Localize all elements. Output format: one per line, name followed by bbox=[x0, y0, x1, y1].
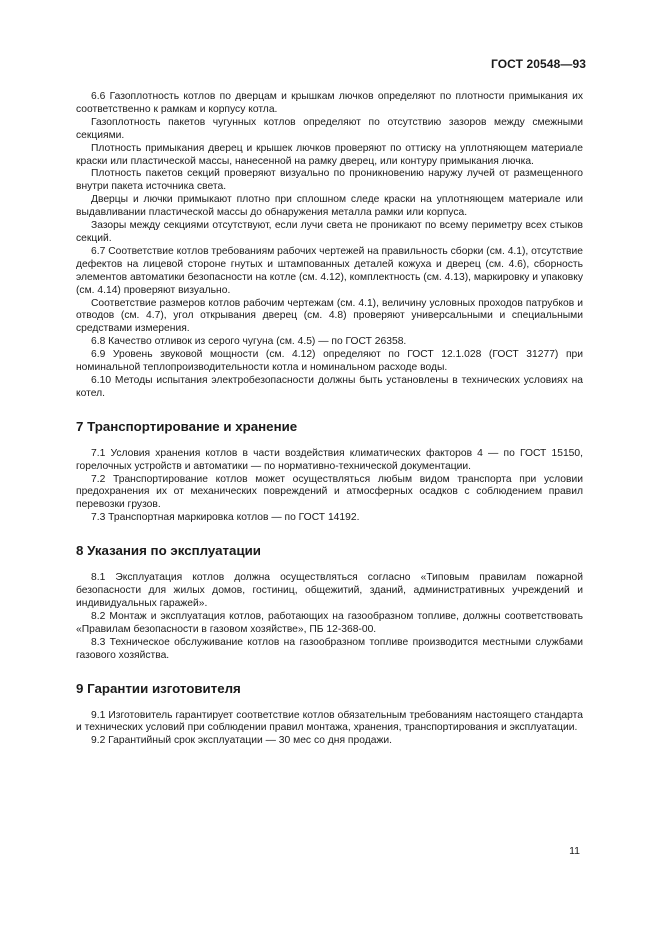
paragraph: 8.3 Техническое обслуживание котлов на газообразном топливе производится местными службами газового хозяйства. bbox=[76, 636, 583, 661]
paragraph: 6.6 Газоплотность котлов по дверцам и крышкам лючков определяют по плотности примыкания их соответственно к рамкам и корпусу котла. bbox=[76, 91, 583, 115]
paragraph: 6.8 Качество отливок из серого чугуна (см. 4.5) — по ГОСТ 26358. bbox=[91, 336, 407, 348]
paragraph: 7.2 Транспортирование котлов может осуществляться любым видом транспорта при условии предохранения их от механических повреждений и атмосферных осадков с соблюдением правил перевозки грузов. bbox=[76, 473, 583, 511]
paragraph: 8.2 Монтаж и эксплуатация котлов, работающих на газообразном топливе, должны соответствовать «Правилам безопасности в газовом хозяйстве», ПБ 12-368-00. bbox=[76, 610, 583, 635]
paragraph: Соответствие размеров котлов рабочим чертежам (см. 4.1), величину условных проходов патрубков и отводов (см. 4.7), угол открывания дверец (см. 4.8) проверяют универсальными и специальными средствами измерения. bbox=[76, 297, 583, 335]
paragraph: 7.3 Транспортная маркировка котлов — по ГОСТ 14192. bbox=[91, 512, 360, 524]
document-body bbox=[76, 91, 583, 748]
paragraph: Зазоры между секциями отсутствуют, если лучи света не проникают по всему периметру всех стыков секций. bbox=[76, 220, 583, 244]
paragraph: Плотность примыкания дверец и крышек лючков проверяют по оттиску на уплотняющем материале краски или пластической массы, нанесенной на рамку дверец, или контуру примыкания лючка. bbox=[76, 142, 583, 167]
paragraph: 6.7 Соответствие котлов требованиям рабочих чертежей на правильность сборки (см. 4.1), отсутствие дефектов на лицевой стороне гнутых и штампованных деталей кожуха и дверец (см. 4.6), сборность элементов автоматики безопасности на котле (см. 4.12), комплектность (см. 4.13), маркировку и упаковку (см. 4.14) проверяют визуально. bbox=[76, 245, 583, 296]
paragraph: 8.1 Эксплуатация котлов должна осуществляться согласно «Типовым правилам пожарной безопасности для жилых домов, гостиниц, общежитий, зданий, административных учреждений и индивидуальных гаражей». bbox=[76, 572, 583, 609]
paragraph: Плотность пакетов секций проверяют визуально по проникновению наружу лучей от размещенного внутри пакета источника света. bbox=[76, 168, 583, 193]
section-8 bbox=[76, 543, 583, 662]
section-heading: 9 Гарантии изготовителя bbox=[76, 680, 241, 696]
section-9 bbox=[76, 681, 583, 749]
paragraph: Газоплотность пакетов чугунных котлов определяют по отсутствию зазоров между смежными секциями. bbox=[76, 116, 583, 141]
section-7 bbox=[76, 419, 583, 525]
section-heading: 8 Указания по эксплуатации bbox=[76, 543, 261, 559]
document-code: ГОСТ 20548—93 bbox=[490, 57, 586, 71]
section-6 bbox=[76, 91, 583, 401]
paragraph: 6.10 Методы испытания электробезопасности должны быть установлены в технических условиях на котел. bbox=[76, 374, 583, 399]
paragraph: 6.9 Уровень звуковой мощности (см. 4.12) определяют по ГОСТ 12.1.028 (ГОСТ 31277) при номинальной теплопроизводительности котла и номинальном расходе воды. bbox=[76, 349, 583, 374]
page-number: 11 bbox=[569, 845, 580, 857]
section-heading: 7 Транспортирование и хранение bbox=[76, 418, 298, 434]
paragraph: 7.1 Условия хранения котлов в части воздействия климатических факторов 4 — по ГОСТ 15150, горелочных устройств и автоматики — по нормативно-технической документации. bbox=[76, 447, 583, 472]
paragraph: Дверцы и лючки примыкают плотно при сплошном следе краски на уплотняющем материале или выдавливании пластической массы до обнаружения металла рамки или корпуса. bbox=[76, 194, 583, 219]
paragraph: 9.2 Гарантийный срок эксплуатации — 30 мес со дня продажи. bbox=[91, 735, 392, 747]
paragraph: 9.1 Изготовитель гарантирует соответствие котлов обязательным требованиям настоящего стандарта и технических условий при соблюдении правил монтажа, хранения, транспортирования и эксплуатации. bbox=[76, 709, 583, 734]
